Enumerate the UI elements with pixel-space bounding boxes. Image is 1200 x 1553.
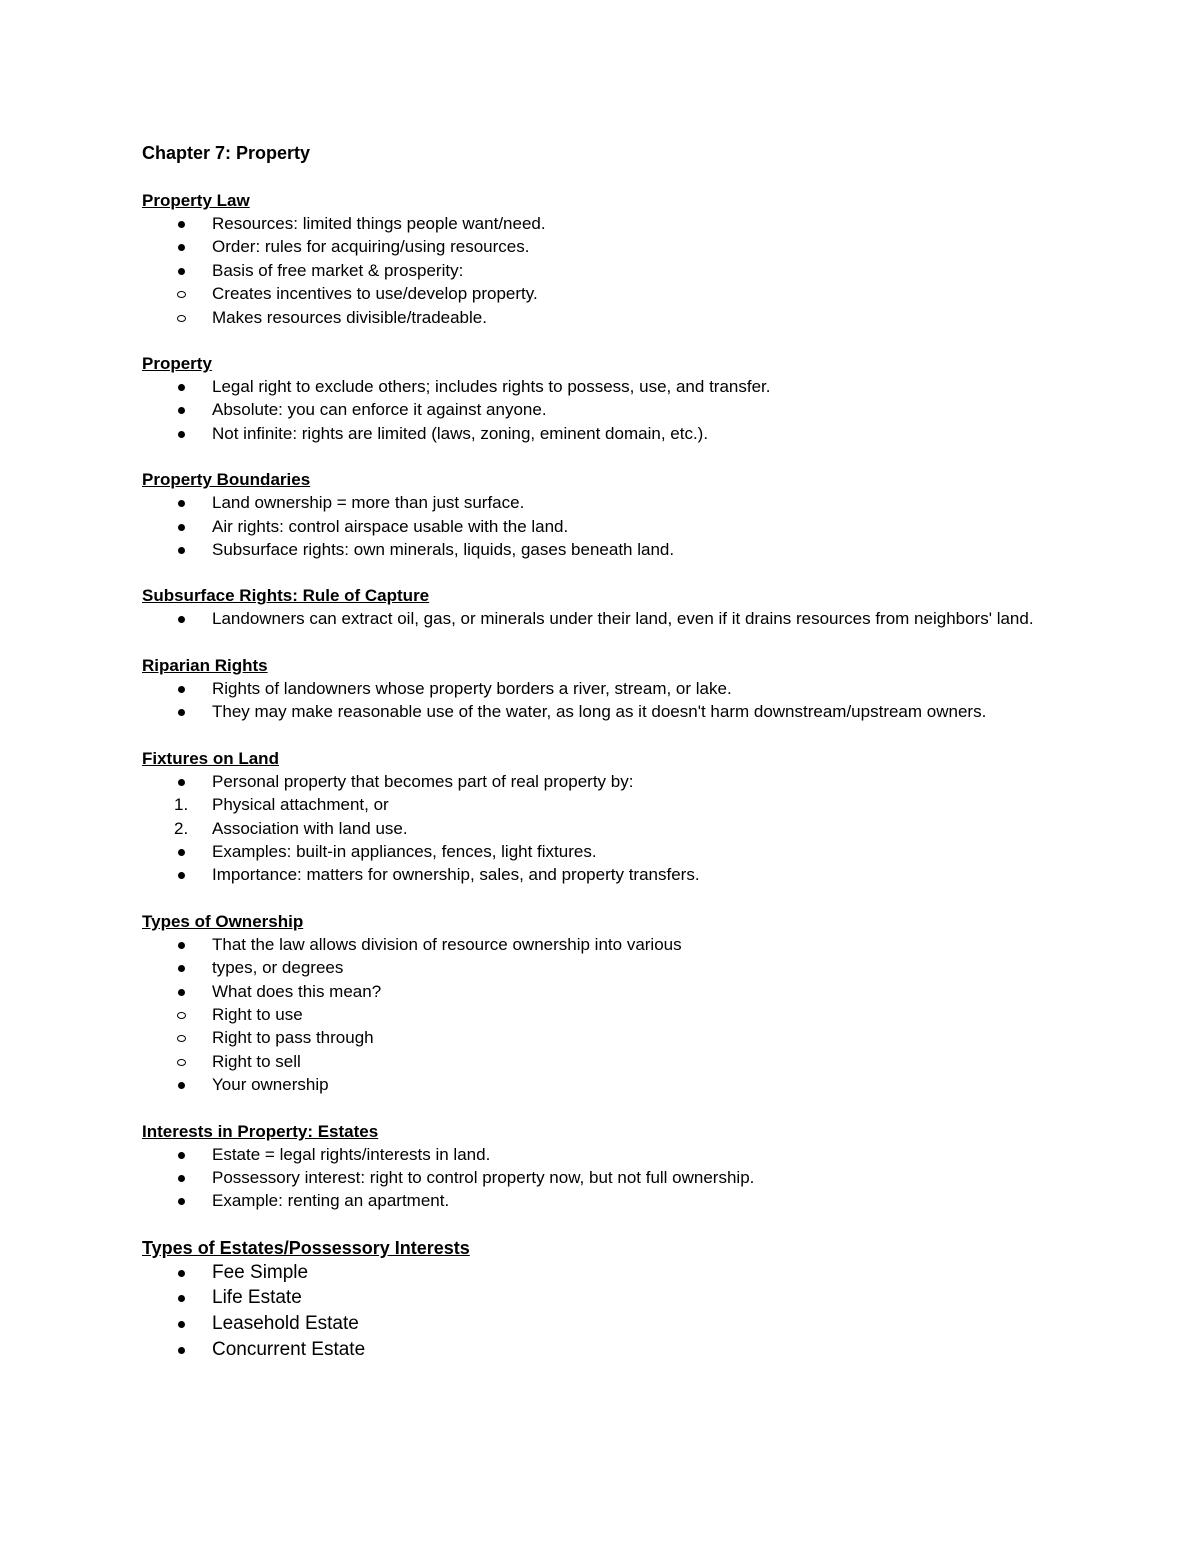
section-heading: Types of Estates/Possessory Interests — [142, 1237, 470, 1258]
bullet-icon — [142, 1337, 212, 1363]
bullet-list — [142, 491, 1042, 561]
bullet-icon — [142, 956, 212, 979]
bullet-icon — [142, 515, 212, 538]
list-item-text: Your ownership — [212, 1075, 329, 1095]
section — [142, 584, 1042, 630]
section-heading: Subsurface Rights: Rule of Capture — [142, 586, 430, 606]
list-item — [142, 398, 1042, 421]
list-item-text: Basis of free market & prosperity: — [212, 260, 464, 280]
list-item — [142, 817, 1042, 840]
bullet-icon — [142, 677, 212, 700]
list-item-text: Association with land use. — [212, 818, 408, 838]
hollow-bullet-icon — [142, 282, 212, 305]
list-item-text: Air rights: control airspace usable with the land. — [212, 516, 569, 536]
bullet-icon — [142, 422, 212, 445]
list-item — [142, 840, 1042, 863]
list-item — [142, 1189, 1042, 1212]
list-item — [142, 1003, 1042, 1026]
bullet-list — [142, 212, 1042, 329]
bullet-icon — [142, 863, 212, 886]
bullet-icon — [142, 1311, 212, 1337]
list-number — [142, 793, 212, 816]
list-item-text: Order: rules for acquiring/using resources. — [212, 237, 530, 257]
sections-container — [142, 189, 1042, 1362]
list-item-text: Leasehold Estate — [212, 1312, 359, 1334]
bullet-icon — [142, 235, 212, 258]
bullet-icon — [142, 212, 212, 235]
page-title: Chapter 7: Property — [142, 143, 311, 163]
list-item — [142, 282, 1042, 305]
list-item-text: Concurrent Estate — [212, 1338, 366, 1360]
section-heading: Property Boundaries — [142, 470, 311, 490]
list-item-text: Creates incentives to use/develop property. — [212, 284, 538, 304]
bullet-list — [142, 933, 1042, 1097]
list-item — [142, 677, 1042, 700]
list-item — [142, 1311, 1042, 1337]
bullet-icon — [142, 1073, 212, 1096]
list-item-text: Estate = legal rights/interests in land. — [212, 1144, 491, 1164]
list-item — [142, 515, 1042, 538]
list-item — [142, 235, 1042, 258]
list-item-text: Landowners can extract oil, gas, or minerals under their land, even if it drains resources from neighbors' land. — [212, 609, 1034, 629]
list-item-text: Personal property that becomes part of real property by: — [212, 771, 634, 791]
bullet-icon — [142, 770, 212, 793]
list-item — [142, 980, 1042, 1003]
list-item — [142, 375, 1042, 398]
bullet-list — [142, 770, 1042, 887]
list-item — [142, 538, 1042, 561]
list-item — [142, 1337, 1042, 1363]
list-item — [142, 863, 1042, 886]
section-heading: Riparian Rights — [142, 655, 268, 675]
section — [142, 468, 1042, 561]
list-item — [142, 491, 1042, 514]
bullet-icon — [142, 259, 212, 282]
list-item-text: Importance: matters for ownership, sales, and property transfers. — [212, 865, 700, 885]
list-number — [142, 817, 212, 840]
bullet-list — [142, 1143, 1042, 1213]
section-heading: Property — [142, 354, 212, 374]
section — [142, 189, 1042, 329]
bullet-icon — [142, 980, 212, 1003]
list-number-label: 1. — [174, 795, 189, 815]
list-item — [142, 1285, 1042, 1311]
list-item-text: Makes resources divisible/tradeable. — [212, 307, 487, 327]
hollow-bullet-icon — [142, 1050, 212, 1073]
bullet-icon — [142, 398, 212, 421]
bullet-list — [142, 677, 1042, 724]
list-item — [142, 1143, 1042, 1166]
section-heading: Property Law — [142, 191, 250, 210]
list-item — [142, 700, 1042, 723]
bullet-icon — [142, 1285, 212, 1311]
section — [142, 654, 1042, 724]
hollow-bullet-icon — [142, 1003, 212, 1026]
list-item-text: They may make reasonable use of the water, as long as it doesn't harm downstream/upstream owners. — [212, 702, 987, 722]
section-heading: Fixtures on Land — [142, 748, 279, 768]
list-item — [142, 793, 1042, 816]
list-item — [142, 306, 1042, 329]
list-item-text: What does this mean? — [212, 981, 382, 1001]
bullet-icon — [142, 375, 212, 398]
section — [142, 1120, 1042, 1213]
bullet-list — [142, 375, 1042, 445]
bullet-icon — [142, 491, 212, 514]
list-item-text: Land ownership = more than just surface. — [212, 493, 525, 513]
list-item — [142, 422, 1042, 445]
list-item — [142, 212, 1042, 235]
list-item-text: Subsurface rights: own minerals, liquids, gases beneath land. — [212, 540, 675, 560]
bullet-icon — [142, 1189, 212, 1212]
section — [142, 910, 1042, 1097]
list-item — [142, 607, 1042, 630]
list-item-text: Legal right to exclude others; includes rights to possess, use, and transfer. — [212, 377, 771, 397]
list-item-text: Examples: built-in appliances, fences, light fixtures. — [212, 841, 597, 861]
list-item-text: Fee Simple — [212, 1261, 309, 1283]
list-item — [142, 1260, 1042, 1286]
document-page — [142, 141, 1042, 1385]
list-item-text: Possessory interest: right to control property now, but not full ownership. — [212, 1167, 755, 1187]
list-item-text: Right to sell — [212, 1051, 301, 1071]
list-item-text: types, or degrees — [212, 958, 344, 978]
list-item-text: Example: renting an apartment. — [212, 1191, 450, 1211]
bullet-list — [142, 607, 1042, 630]
list-number-label: 2. — [174, 818, 189, 838]
section-heading: Types of Ownership — [142, 911, 304, 931]
section-heading: Interests in Property: Estates — [142, 1121, 379, 1141]
list-item — [142, 259, 1042, 282]
list-item — [142, 1050, 1042, 1073]
list-item-text: Physical attachment, or — [212, 795, 389, 815]
bullet-icon — [142, 1143, 212, 1166]
bullet-icon — [142, 933, 212, 956]
bullet-icon — [142, 1166, 212, 1189]
bullet-icon — [142, 840, 212, 863]
list-item-text: Resources: limited things people want/need. — [212, 214, 546, 233]
section — [142, 747, 1042, 887]
section — [142, 1236, 1042, 1362]
list-item-text: Not infinite: rights are limited (laws, zoning, eminent domain, etc.). — [212, 423, 709, 443]
list-item-text: Right to use — [212, 1004, 303, 1024]
bullet-icon — [142, 538, 212, 561]
bullet-icon — [142, 1260, 212, 1286]
hollow-bullet-icon — [142, 306, 212, 329]
list-item — [142, 1026, 1042, 1049]
list-item — [142, 1073, 1042, 1096]
list-item — [142, 956, 1042, 979]
list-item-text: Absolute: you can enforce it against anyone. — [212, 400, 547, 420]
list-item-text: Life Estate — [212, 1287, 302, 1309]
hollow-bullet-icon — [142, 1026, 212, 1049]
list-item — [142, 770, 1042, 793]
list-item-text: That the law allows division of resource ownership into various — [212, 934, 682, 954]
bullet-icon — [142, 700, 212, 723]
bullet-list — [142, 1260, 1042, 1362]
bullet-icon — [142, 607, 212, 630]
section — [142, 352, 1042, 445]
list-item — [142, 1166, 1042, 1189]
list-item-text: Right to pass through — [212, 1028, 374, 1048]
list-item-text: Rights of landowners whose property borders a river, stream, or lake. — [212, 678, 732, 698]
list-item — [142, 933, 1042, 956]
